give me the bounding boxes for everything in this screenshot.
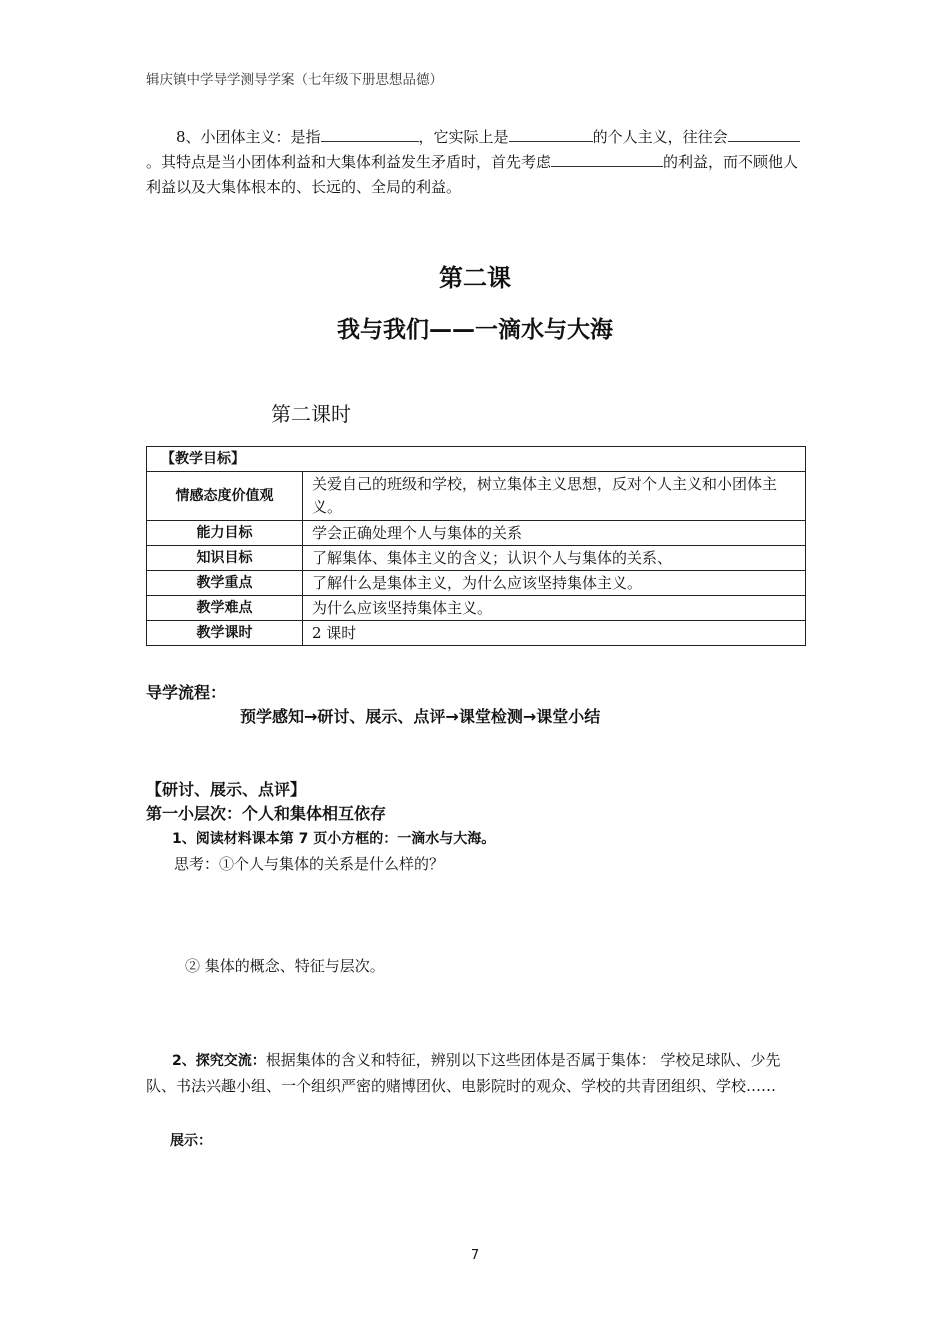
page-header: 辑庆镇中学导学测导学案（七年级下册思想品德） <box>146 72 443 88</box>
task2-label: 2、探究交流： <box>172 1053 266 1069</box>
row-key: 情感态度价值观 <box>147 472 303 521</box>
row-value: 学会正确处理个人与集体的关系 <box>303 521 806 546</box>
teaching-goals-table <box>146 446 806 646</box>
row-key: 知识目标 <box>147 546 303 571</box>
blank-line <box>778 125 800 142</box>
section-heading: 【研讨、展示、点评】 <box>146 780 307 799</box>
table-row <box>147 621 806 646</box>
row-value: 了解集体、集体主义的含义；认识个人与集体的关系、 <box>303 546 806 571</box>
show-label: 展示： <box>170 1133 212 1149</box>
blank-line <box>321 125 419 142</box>
think-question-1: 思考：①个人与集体的关系是什么样的？ <box>174 855 445 873</box>
row-key: 能力目标 <box>147 521 303 546</box>
item8-text-5: 的利益，而不顾他人利益以及大集体根本的、长远的、全局的利益。 <box>146 153 799 196</box>
item8-text-3: 的个人主义，往往会 <box>592 128 728 146</box>
blank-line <box>509 125 593 142</box>
think-question-2: ② 集体的概念、特征与层次。 <box>185 957 385 975</box>
blank-line <box>551 150 663 167</box>
lesson-title: 第二课 <box>439 264 511 292</box>
page-number: 7 <box>470 1248 480 1263</box>
task1-heading: 1、阅读材料课本第 7 页小方框的：一滴水与大海。 <box>172 831 496 847</box>
flow-label: 导学流程： <box>146 683 227 702</box>
session-label: 第二课时 <box>271 402 351 426</box>
row-value: 了解什么是集体主义，为什么应该坚持集体主义。 <box>303 571 806 596</box>
item8-text-4: 。其特点是当小团体利益和大集体利益发生矛盾时，首先考虑 <box>146 153 552 171</box>
table-row <box>147 596 806 621</box>
row-value: 为什么应该坚持集体主义。 <box>303 596 806 621</box>
item8-paragraph <box>146 125 806 200</box>
flow-steps: 预学感知→研讨、展示、点评→课堂检测→课堂小结 <box>240 707 601 726</box>
task2-paragraph <box>146 1048 806 1099</box>
table-row <box>147 546 806 571</box>
level1-heading: 第一小层次：个人和集体相互依存 <box>146 804 387 823</box>
table-row <box>147 571 806 596</box>
row-value: 2 课时 <box>303 621 806 646</box>
table-row <box>147 521 806 546</box>
row-key: 教学难点 <box>147 596 303 621</box>
blank-line <box>728 125 778 142</box>
table-row <box>147 472 806 521</box>
item8-text-2: ，它实际上是 <box>418 128 509 146</box>
lesson-subtitle: 我与我们——一滴水与大海 <box>337 317 613 343</box>
row-key: 教学重点 <box>147 571 303 596</box>
table-header: 【教学目标】 <box>147 447 806 472</box>
row-key: 教学课时 <box>147 621 303 646</box>
row-value: 关爱自己的班级和学校，树立集体主义思想，反对个人主义和小团体主义。 <box>303 472 806 521</box>
item8-text-1: 8、小团体主义：是指 <box>176 128 321 146</box>
task2-text: 根据集体的含义和特征，辨别以下这些团体是否属于集体： 学校足球队、少先队、书法兴趣小组、一个组织严密的赌博团伙、电影院时的观众、学校的共青团组织、学校…… <box>146 1051 781 1095</box>
